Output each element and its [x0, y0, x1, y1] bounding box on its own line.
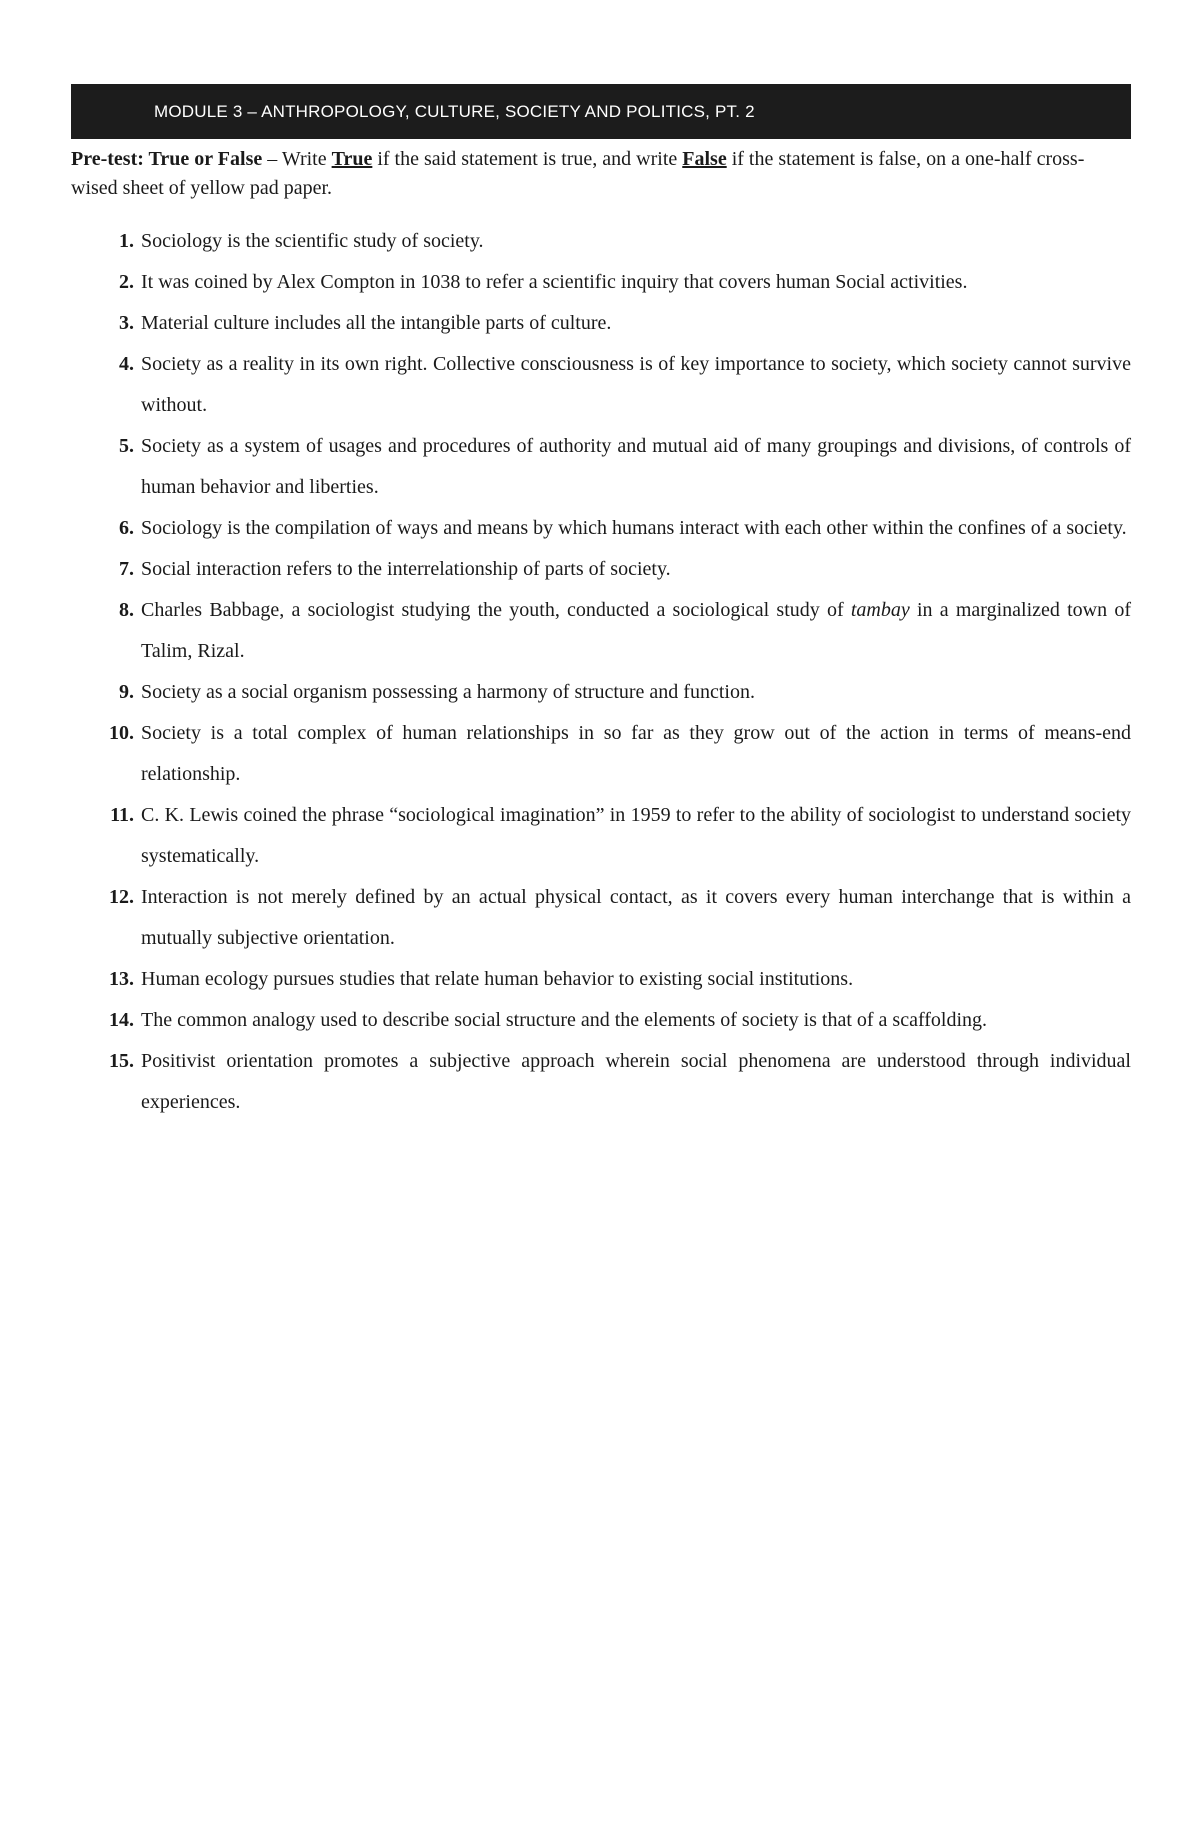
question-text-part: Charles Babbage, a sociologist studying the youth, conducted a sociological study of: [141, 599, 851, 621]
question-text: Material culture includes all the intangible parts of culture.: [141, 312, 612, 334]
italic-term: tambay: [850, 599, 910, 621]
question-number: 1.: [119, 230, 134, 252]
document-page: [71, 84, 1131, 1123]
question-number: 2.: [119, 271, 134, 293]
question-text: Society is a total complex of human relationships in so far as they grow out of the action in terms of means-end relationship.: [141, 722, 1131, 785]
question-text: Society as a system of usages and procedures of authority and mutual aid of many groupings and divisions, of controls of human behavior and liberties.: [141, 435, 1131, 498]
module-header-bar: [71, 84, 1131, 139]
question-item: [71, 303, 1131, 344]
question-text: [141, 590, 1131, 672]
instructions-middle: if the said statement is true, and write: [372, 148, 683, 170]
question-number: 3.: [119, 312, 134, 334]
instructions-dash: – Write: [262, 148, 332, 170]
question-text: Sociology is the compilation of ways and means by which humans interact with each other within the confines of a society.: [141, 517, 1127, 539]
question-number: 14.: [109, 1009, 134, 1031]
question-item: [71, 672, 1131, 713]
question-text: C. K. Lewis coined the phrase “sociological imagination” in 1959 to refer to the ability of sociologist to understand society systematically.: [141, 804, 1131, 867]
pretest-label: Pre-test: True or False: [71, 148, 263, 170]
question-text-part: in a marginalized town of Talim, Rizal.: [141, 599, 1132, 662]
question-text: The common analogy used to describe social structure and the elements of society is that of a scaffolding.: [141, 1009, 988, 1031]
question-item: [71, 590, 1131, 672]
question-number: 7.: [119, 558, 134, 580]
question-text: Society as a social organism possessing a harmony of structure and function.: [141, 681, 755, 703]
question-number: 12.: [109, 886, 134, 908]
question-text: Interaction is not merely defined by an actual physical contact, as it covers every human interchange that is within a mutually subjective orientation.: [141, 886, 1131, 949]
question-item: [71, 344, 1131, 426]
question-item: [71, 426, 1131, 508]
question-item: [71, 1041, 1131, 1123]
question-list: [71, 221, 1131, 1123]
question-item: [71, 959, 1131, 1000]
question-number: 8.: [119, 599, 134, 621]
true-keyword: True: [331, 148, 373, 170]
question-item: [71, 877, 1131, 959]
question-number: 5.: [119, 435, 134, 457]
question-number: 13.: [109, 968, 134, 990]
question-number: 4.: [119, 353, 134, 375]
false-keyword: False: [682, 148, 727, 170]
question-text: Sociology is the scientific study of society.: [141, 230, 484, 252]
pretest-instructions: [71, 145, 1131, 203]
question-item: [71, 508, 1131, 549]
question-text: Society as a reality in its own right. Collective consciousness is of key importance to society, which society cannot survive without.: [141, 353, 1131, 416]
question-text: Positivist orientation promotes a subjective approach wherein social phenomena are understood through individual experiences.: [141, 1050, 1131, 1113]
question-text: It was coined by Alex Compton in 1038 to refer a scientific inquiry that covers human Social activities.: [141, 271, 968, 293]
question-number: 6.: [119, 517, 134, 539]
question-item: [71, 221, 1131, 262]
question-item: [71, 549, 1131, 590]
question-number: 10.: [109, 722, 134, 744]
question-text: Human ecology pursues studies that relate human behavior to existing social institutions.: [141, 968, 854, 990]
instructions-end: if the statement is false, on a one-half cross-wised sheet of yellow pad paper.: [71, 148, 1085, 199]
question-number: 15.: [109, 1050, 134, 1072]
question-number: 9.: [119, 681, 134, 703]
question-item: [71, 713, 1131, 795]
question-text: Social interaction refers to the interrelationship of parts of society.: [141, 558, 671, 580]
module-title: MODULE 3 – ANTHROPOLOGY, CULTURE, SOCIETY AND POLITICS, PT. 2: [154, 101, 755, 121]
question-item: [71, 795, 1131, 877]
question-item: [71, 262, 1131, 303]
question-number: 11.: [110, 804, 134, 826]
question-item: [71, 1000, 1131, 1041]
